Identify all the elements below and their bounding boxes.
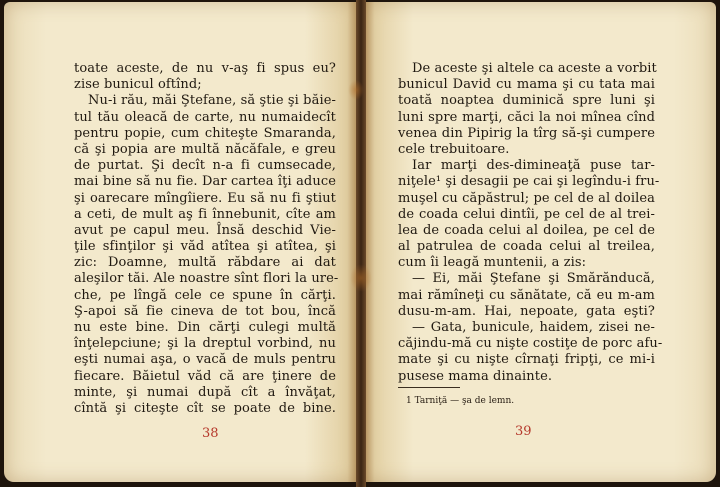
text-line: zic: Doamne, multă răbdare ai dat — [74, 255, 336, 271]
text-line: nu este bine. Din cărţi culegi multă — [74, 320, 336, 335]
page-number-right: 39 — [515, 424, 532, 439]
footnote-rule — [398, 387, 460, 388]
text-line: dusu-m-am. Hai, nepoate, gata eşti? — [398, 303, 655, 319]
text-line: muşel cu căpăstrul; pe cel de al doilea — [398, 190, 655, 206]
text-line: minte, şi numai după cît a învăţat, — [74, 384, 336, 400]
text-line: pusese mama dinainte. — [398, 368, 553, 384]
text-line: avut pe capul meu. Însă deschid Vie- — [74, 222, 336, 238]
left-page-text — [74, 61, 339, 417]
text-line: mai rămîneţi cu sănătate, că eu m-am — [398, 287, 655, 303]
text-line: toate aceste, de nu v-aş fi spus eu? — [74, 61, 336, 76]
text-line: luni spre marţi, căci la noi mînea cînd — [398, 109, 655, 125]
text-line: — Ei, măi Ştefane şi Smărănducă, — [412, 271, 655, 287]
text-line: tul tău oleacă de carte, nu numaidecît — [74, 109, 336, 125]
text-line: că şi popia are multă năcăfale, e greu — [74, 141, 336, 157]
text-line: cîntă şi citeşte cît se poate de bine. — [74, 400, 336, 416]
text-line: toată noaptea duminică spre luni şi — [398, 93, 655, 109]
text-line: cele trebuitoare. — [398, 141, 510, 157]
page-number-left: 38 — [202, 426, 219, 441]
text-line: mai bine să nu fie. Dar cartea îţi aduce — [74, 174, 336, 190]
text-line: che, pe lîngă cele ce spune în cărţi. — [74, 287, 336, 303]
text-line: venea din Pipirig la tîrg să-şi cumpere — [398, 125, 655, 141]
paper-stain — [350, 264, 372, 292]
text-line: bunicul David cu mama şi cu tata mai — [398, 77, 655, 93]
text-line: al patrulea de coada celui al treilea, — [398, 239, 655, 255]
text-line: ţile sfinţilor şi văd atîtea şi atîtea, şi — [74, 239, 336, 255]
text-line: De aceste şi altele ca aceste a vorbit — [412, 61, 657, 76]
text-line: lea de coada celui al doilea, pe cel de — [398, 222, 655, 238]
text-line: şi oarecare mîngîiere. Eu să nu fi ştiut — [74, 190, 336, 206]
right-page-text — [398, 61, 663, 385]
text-line: de purtat. Şi decît n-a fi cumsecade, — [74, 158, 336, 174]
paper-stain — [348, 80, 364, 100]
text-line: a ceti, de mult aş fi înnebunit, cîte am — [74, 206, 336, 222]
text-line: — Gata, bunicule, haidem, zisei ne- — [412, 320, 655, 335]
text-line: Nu-i rău, măi Ştefane, să ştie şi băie- — [88, 93, 336, 109]
text-line: eşti numai aşa, o vacă de muls pentru — [74, 352, 336, 368]
text-line: mate şi cu nişte cîrnaţi fripţi, ce mi-i — [398, 352, 655, 368]
text-line: Iar marţi des-dimineaţă puse tar- — [412, 158, 655, 174]
footnote: 1 Tarniţă — şa de lemn. — [406, 396, 515, 406]
text-line: căjindu-mă cu nişte costiţe de porc afu- — [398, 336, 663, 352]
text-line: niţele¹ şi desagii pe cai şi legîndu-i fru- — [398, 174, 660, 190]
text-line: Ş-apoi să fie cineva de tot bou, încă — [74, 303, 336, 319]
text-line: cum îi leagă muntenii, a zis: — [398, 255, 587, 271]
text-line: zise bunicul oftînd; — [74, 77, 202, 93]
text-line: pentru popie, cum chiteşte Smaranda, — [74, 125, 336, 141]
book-gutter — [356, 0, 366, 487]
text-line: înţelepciune; şi la dreptul vorbind, nu — [74, 336, 336, 352]
text-line: de coada celui dintîi, pe cel de al trei- — [398, 206, 655, 222]
text-line: fiecare. Băietul văd că are ţinere de — [74, 368, 336, 384]
text-line: aleşilor tăi. Ale noastre sînt flori la ure- — [74, 271, 339, 287]
